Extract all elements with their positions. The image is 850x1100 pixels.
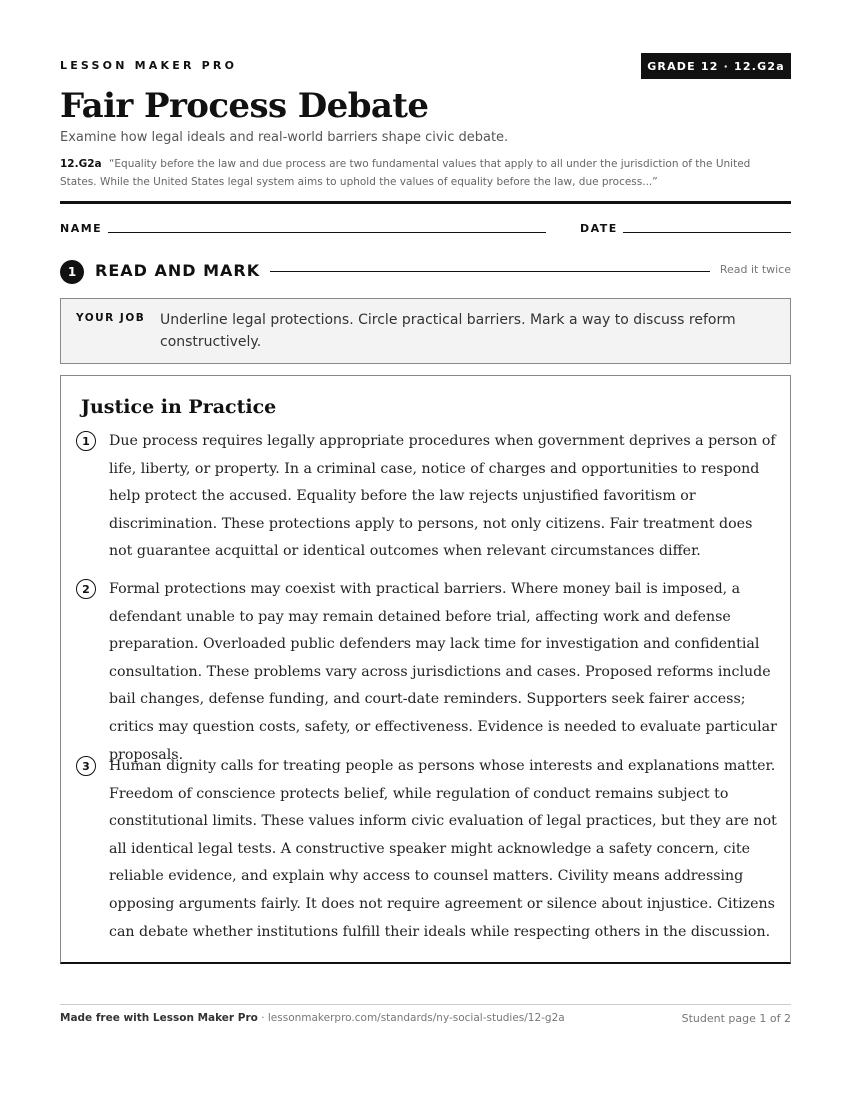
header-divider [60,201,791,204]
paragraph-number-marker: 3 [76,756,96,776]
page-subtitle: Examine how legal ideals and real-world barriers shape civic debate. [60,130,509,145]
name-field[interactable] [108,232,546,233]
brand-name: LESSON MAKER PRO [60,59,238,72]
date-field[interactable] [623,232,791,233]
standard-excerpt [60,155,780,191]
job-text: Underline legal protections. Circle practical barriers. Mark a way to discuss reform constructively. [160,312,736,350]
grade-badge: GRADE 12 · 12.G2a [641,53,791,79]
section-rule [270,271,710,272]
page-title: Fair Process Debate [60,86,429,126]
section-title: READ AND MARK [95,261,261,280]
section-number-badge: 1 [60,260,84,284]
passage-paragraph: Formal protections may coexist with practical barriers. Where money bail is imposed, a defendant unable to pay may remain detained before trial, affecting work and defense preparation. Overloaded public defenders may lack time for investigation and confidential consultation. These problems vary across jurisdictions and cases. Proposed reforms include bail changes, defense funding, and court-date reminders. Supporters seek fairer access; critics may question costs, safety, or effectiveness. Evidence is needed to evaluate particular proposals. [109,581,777,763]
footer-divider [60,1004,791,1005]
job-label: YOUR JOB [76,312,146,324]
paragraph-number-marker: 2 [76,579,96,599]
job-instructions-box [60,298,791,364]
footer-separator: · [257,1012,268,1024]
footer-page-number: Student page 1 of 2 [681,1012,791,1025]
reading-passage [60,375,791,964]
passage-paragraph: Human dignity calls for treating people as persons whose interests and explanations matter. Freedom of conscience protects belief, while regulation of conduct remains subject to constitutional limits. These values inform civic evaluation of legal practices, but they are not all identical legal tests. A constructive speaker might acknowledge a safety concern, cite reliable evidence, and explain why access to counsel matters. Civility means addressing opposing arguments fairly. It does not require agreement or silence about injustice. Citizens can debate whether institutions fulfill their ideals while respecting others in the discussion. [109,758,777,940]
standard-text: “Equality before the law and due process are two fundamental values that apply to all under the jurisdiction of the United States. While the United States legal system aims to uphold the values of equality before the law, due process...” [60,158,751,188]
name-label: NAME [60,222,103,235]
date-label: DATE [580,222,618,235]
passage-title: Justice in Practice [81,396,277,418]
section-hint: Read it twice [719,263,791,276]
passage-paragraph: Due process requires legally appropriate procedures when government deprives a person of life, liberty, or property. In a criminal case, notice of charges and opportunities to respond help protect the accused. Equality before the law rejects unjustified favoritism or discrimination. These protections apply to persons, not only citizens. Fair treatment does not guarantee acquittal or identical outcomes when relevant circumstances differ. [109,433,776,560]
standard-code: 12.G2a [60,158,102,170]
footer-url-link[interactable]: lessonmakerpro.com/standards/ny-social-studies/12-g2a [267,1012,565,1024]
footer-credit [60,1012,565,1024]
paragraph-number-marker: 1 [76,431,96,451]
footer-made-with: Made free with Lesson Maker Pro [60,1012,258,1024]
